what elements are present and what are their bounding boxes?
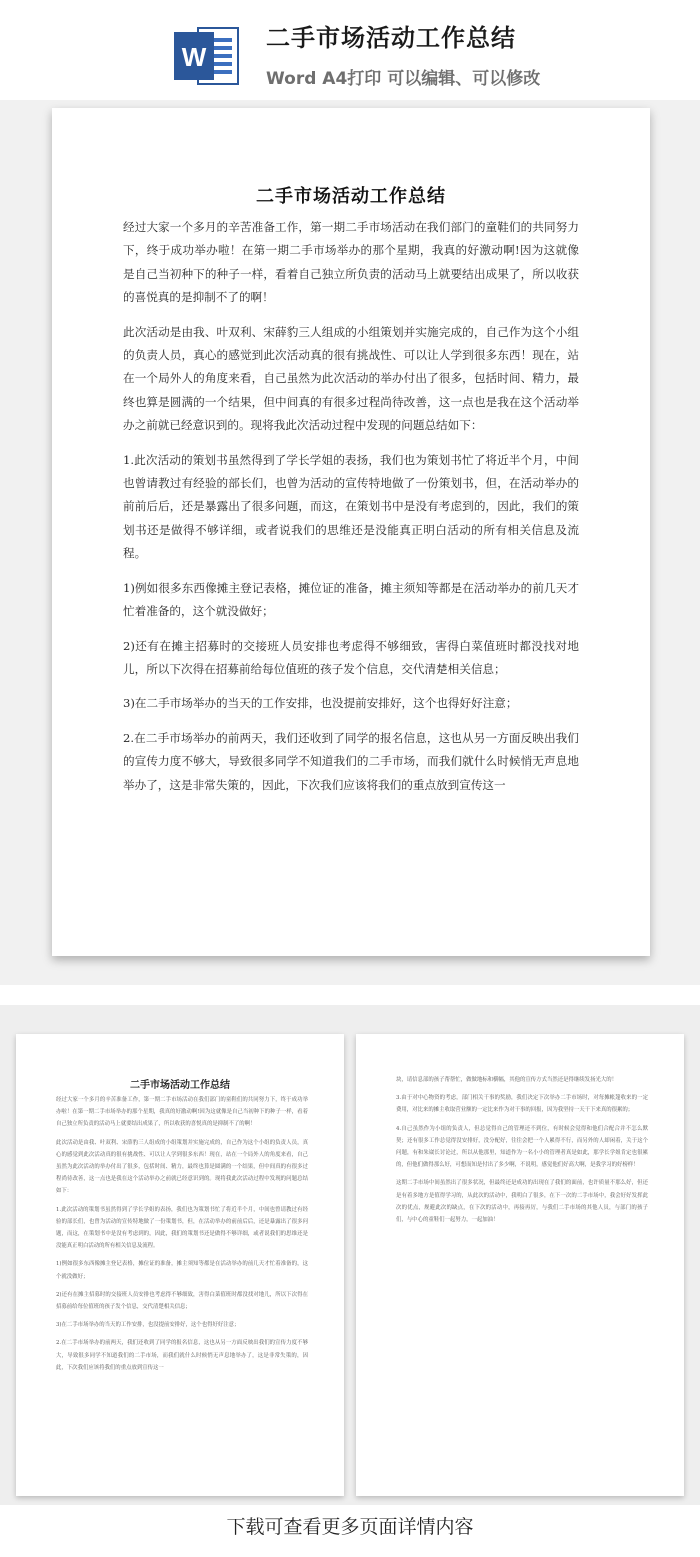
thumbnail-paragraph: 经过大家一个多月的辛苦准备工作，第一期二手市场活动在我们部门的童鞋们的共同努力下，终于成功举办啦！在第一期二手市场举办的那个星期，我真的好激动啊!因为这就像是自己当初种下的种子一样，看着自己独立所负责的活动马上就要结出成果了，所以收获的喜悦真的是抑制不了的啊！ bbox=[56, 1097, 308, 1128]
document-page-preview[interactable] bbox=[52, 108, 650, 956]
document-paragraph: 2)还有在摊主招募时的交接班人员安排也考虑得不够细致，害得白菜值班时都没找对地儿，所以下次得在招募前给每位值班的孩子发个信息，交代清楚相关信息； bbox=[123, 638, 579, 676]
header bbox=[0, 0, 700, 100]
thumbnail-paragraph: 4.自己虽然作为小组的负责人，但总觉得自己的管理还不到位，有时候会觉得和他们合配合并不怎么默契；还有很多工作总觉得没安排好，没分配好，往往会把一个人累得不行，而另外的人却闲着，关于这个问题，有和朱崴长讨论过，所以从他那里，知道作为一名小小的管理者真是如此，那学长学姐肯定也很累的，但他们做得那么好，可想而知是付出了多少啊，不说明，感觉他们好高大啊，是我学习的好榜样！ bbox=[396, 1125, 648, 1169]
thumbnail-paragraph: 这期二手市场中间虽然出了很多状况，但最终还是成功的出现在了我们的面前，也许质量不那么好，但还是有着多地方是值得学习的，从此次的活动中，我明白了很多，在下一次的二手市场中，我会好好发挥此次的优点，规避此次的缺点，在下次的活动中，再接再厉，与我们二手市场的其他人员，与部门的孩子们，与中心的童鞋们一起努力，一起加油！ bbox=[396, 1180, 648, 1224]
thumbnail-title: 二手市场活动工作总结 bbox=[130, 1080, 230, 1091]
document-paragraph: 1.此次活动的策划书虽然得到了学长学姐的表扬，我们也为策划书忙了将近半个月，中间也曾请教过有经验的部长们，也曾为活动的宣传特地做了一份策划书，但，在活动举办的前前后后，还是暴露出了很多问题，而这，在策划书中是没有考虑到的，因此，我们的策划书还是做得不够详细，或者说我们的思维还是没能真正明白活动的所有相关信息及流程。 bbox=[123, 452, 579, 561]
document-paragraph: 经过大家一个多月的辛苦准备工作，第一期二手市场活动在我们部门的童鞋们的共同努力下，终于成功举办啦！在第一期二手市场举办的那个星期，我真的好激动啊!因为这就像是自己当初种下的种子一样，看着自己独立所负责的活动马上就要结出成果了，所以收获的喜悦真的是抑制不了的啊！ bbox=[123, 220, 579, 305]
page-thumbnail-1[interactable] bbox=[16, 1034, 344, 1496]
document-paragraph: 1)例如很多东西像摊主登记表格，摊位证的准备，摊主须知等都是在活动举办的前几天才忙着准备的，这个就没做好； bbox=[123, 580, 579, 619]
thumbnail-paragraph: 2.在二手市场举办的前两天，我们还收到了同学的报名信息，这也从另一方面反映出我们的宣传力度不够大，导致很多同学不知道我们的二手市场，而我们就什么时候悄无声息地举办了，这是非常失策的，因此，下次我们应该将我们的重点放到宣传这一 bbox=[56, 1340, 308, 1371]
document-title: 二手市场活动工作总结 bbox=[256, 186, 446, 207]
word-icon-letter: W bbox=[181, 42, 207, 72]
page-subtitle: Word A4打印 可以编辑、可以修改 bbox=[266, 69, 541, 89]
word-icon bbox=[174, 24, 240, 88]
thumbnail-paragraph: 1)例如很多东西像摊主登记表格，摊位证的准备，摊主须知等都是在活动举办的前几天才忙着准备的，这个就没做好； bbox=[56, 1261, 308, 1280]
document-body bbox=[123, 216, 579, 808]
thumbnail-paragraph: 块，请信息部的孩子帮帮忙，做做地标和横幅，其他的宣传方式当然还是得继续发扬光大的！ bbox=[396, 1077, 618, 1083]
thumbnail-paragraph: 此次活动是由我、叶双利、宋薛豹三人组成的小组策划并实施完成的，自己作为这个小组的负责人员，真心的感觉到此次活动真的很有挑战性、可以让人学到很多东西！现在，站在一个局外人的角度来看，自己虽然为此次活动的举办付出了很多，包括时间、精力，最终也算是圆满的一个结果，但中间真的有很多过程尚待改善，这一点也是我在这个活动举办之前就已经意识到的。现将我此次活动过程中发现的问题总结如下： bbox=[56, 1139, 308, 1195]
document-paragraph: 3)在二手市场举办的当天的工作安排，也没提前安排好，这个也得好好注意； bbox=[123, 696, 518, 711]
document-paragraph: 此次活动是由我、叶双利、宋薛豹三人组成的小组策划并实施完成的，自己作为这个小组的负责人员，真心的感觉到此次活动真的很有挑战性、可以让人学到很多东西！现在，站在一个局外人的角度来看，自己虽然为此次活动的举办付出了很多，包括时间、精力，最终也算是圆满的一个结果，但中间真的有很多过程尚待改善，这一点也是我在这个活动举办之前就已经意识到的。现将我此次活动过程中发现的问题总结如下： bbox=[123, 324, 579, 433]
thumbnail-body bbox=[56, 1094, 308, 1380]
thumbnail-paragraph: 3.由于对中心物资的考虑，部门相关干事的奖励，我们决定下次举办二手市场时，对每摊帐篷收来的一定费用，对比来的摊主收取营业额的一定比来作为对干事的回报，因为我坚持一天干下来真的很累的； bbox=[396, 1095, 648, 1114]
thumbnail-paragraph: 3)在二手市场举办的当天的工作安排，也没提前安排好，这个也得好好注意； bbox=[56, 1322, 240, 1329]
download-more-link[interactable]: 下载可查看更多页面详情内容 bbox=[226, 1516, 474, 1538]
thumbnail-body bbox=[396, 1074, 648, 1232]
page-thumbnail-2[interactable] bbox=[356, 1034, 684, 1496]
thumbnail-paragraph: 2)还有在摊主招募时的交接班人员安排也考虑得不够细致，害得白菜值班时都没找对地儿，所以下次得在招募前给每位值班的孩子发个信息，交代清楚相关信息； bbox=[56, 1291, 308, 1311]
thumbnail-paragraph: 1.此次活动的策划书虽然得到了学长学姐的表扬，我们也为策划书忙了将近半个月，中间也曾请教过有经验的部长们，也曾为活动的宣传特地做了一份策划书，但，在活动举办的前前后后，还是暴露出了很多问题，而这，在策划书中是没有考虑到的，因此，我们的策划书还是做得不够详细，或者说我们的思维还是没能真正明白活动的所有相关信息及流程。 bbox=[56, 1206, 308, 1250]
page-title: 二手市场活动工作总结 bbox=[266, 24, 516, 52]
document-paragraph: 2.在二手市场举办的前两天，我们还收到了同学的报名信息，这也从另一方面反映出我们的宣传力度不够大，导致很多同学不知道我们的二手市场，而我们就什么时候悄无声息地举办了，这是非常失策的，因此，下次我们应该将我们的重点放到宣传这一 bbox=[123, 730, 579, 792]
